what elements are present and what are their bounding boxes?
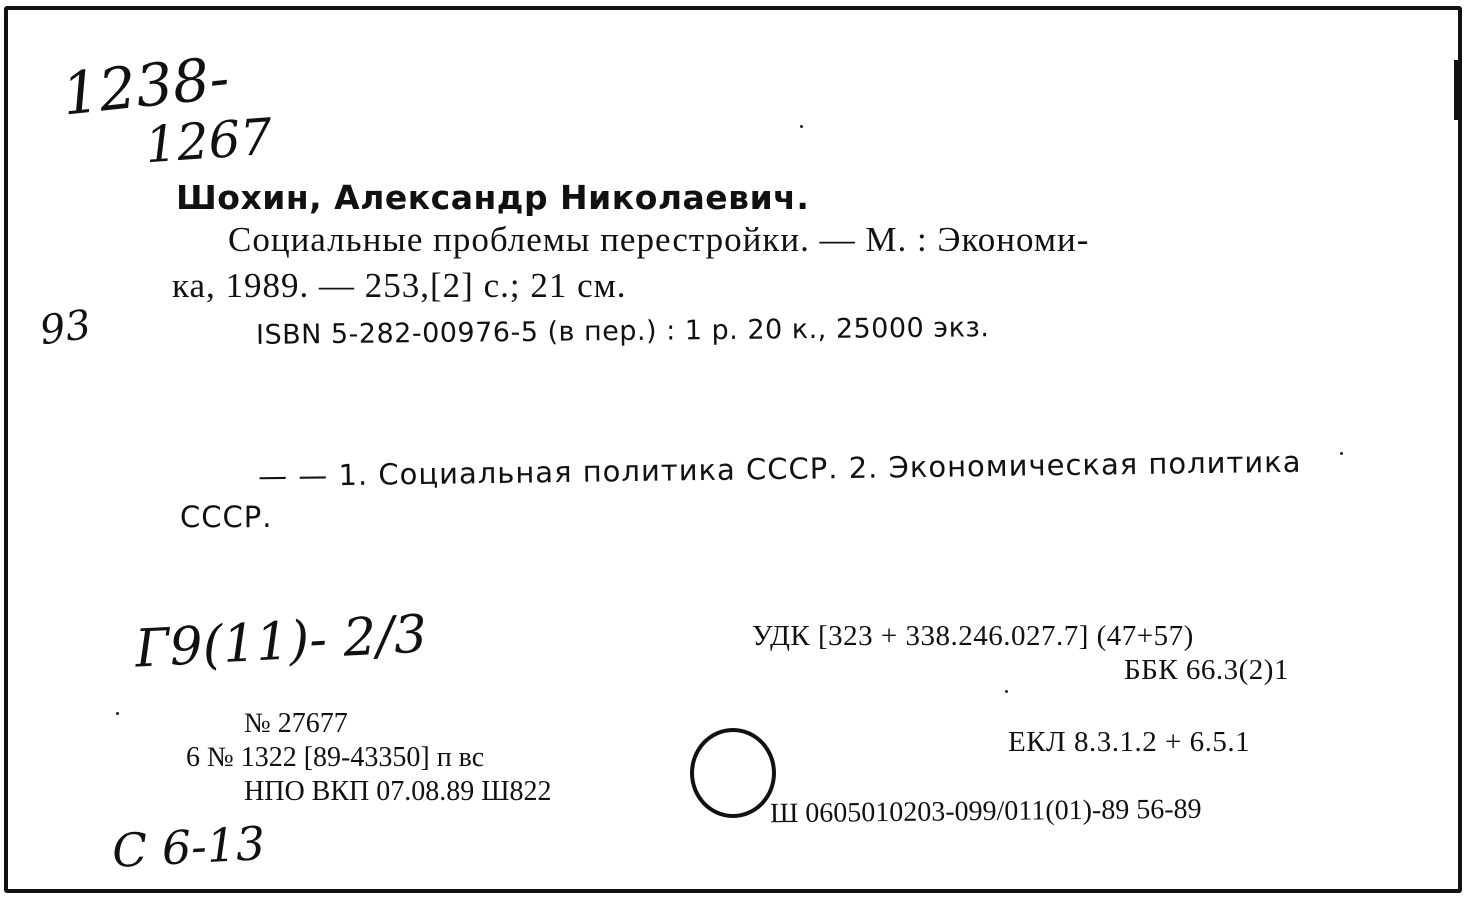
scan-speck <box>1340 452 1343 455</box>
handwritten-bottom-code: С 6-13 <box>110 816 267 878</box>
punch-hole-circle <box>690 728 776 818</box>
isbn-line: ISBN 5-282-00976-5 (в пер.) : 1 р. 20 к., 25000 экз. <box>255 312 990 351</box>
handwritten-number-second: 1267 <box>143 107 275 175</box>
title-line-1: Социальные проблемы перестройки. — М. : Экономи- <box>228 220 1090 259</box>
scan-speck <box>1005 690 1008 693</box>
publisher-line: НПО ВКП 07.08.89 Ш822 <box>244 776 552 807</box>
catalog-code: Ш 0605010203-099/011(01)-89 56-89 <box>769 793 1202 830</box>
handwritten-number-top: 1238- <box>58 43 233 129</box>
author-heading: Шохин, Александр Николаевич. <box>176 178 810 217</box>
card-edge-mark <box>1454 60 1460 120</box>
card-number: № 27677 <box>244 708 348 739</box>
subject-headings-line-2: СССР. <box>180 500 273 534</box>
ekl-code: ЕКЛ 8.3.1.2 + 6.5.1 <box>1008 726 1251 758</box>
scan-speck <box>116 712 119 715</box>
scan-speck <box>800 125 803 128</box>
udk-code: УДК [323 + 338.246.027.7] (47+57) <box>752 620 1194 652</box>
subject-headings-line-1: — — 1. Социальная политика СССР. 2. Экономическая политика <box>257 444 1302 494</box>
title-line-2: ка, 1989. — 253,[2] с.; 21 см. <box>172 266 627 305</box>
handwritten-margin-mark: 93 <box>37 301 94 355</box>
order-line: 6 № 1322 [89-43350] п вс <box>186 742 485 773</box>
handwritten-shelf-code: Г9(11)- 2/3 <box>133 604 429 680</box>
bbk-code: ББК 66.3(2)1 <box>1124 654 1289 686</box>
